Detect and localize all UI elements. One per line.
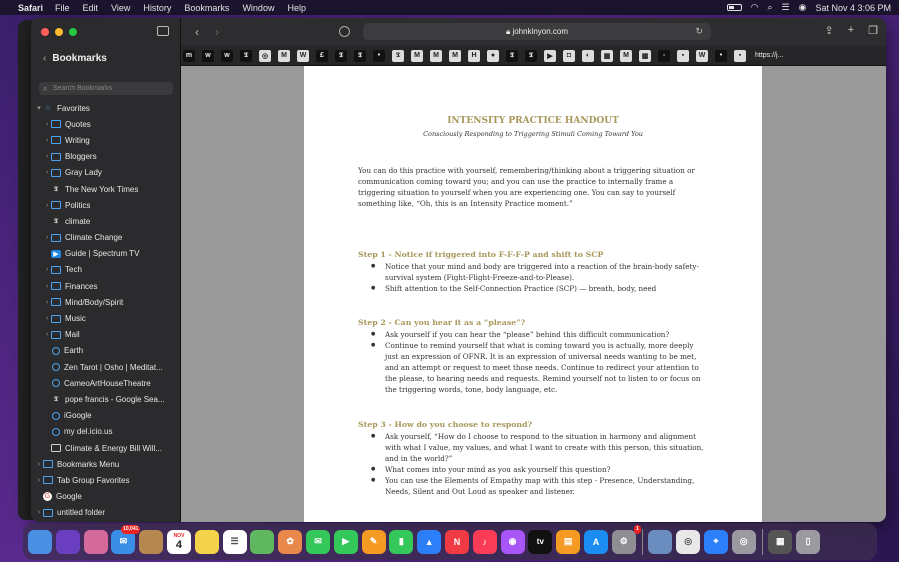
- list-item: ● Continue to remind yourself that what is coming toward you is actually, more deeply just an expression of OFNR. It is an expression of universal needs wanting to be met, and an attempt or request to meet those needs. Continue to redirect your attention to the please, to hearing needs and requests. Remind yourself not to listen to or focus on the triggering words, tone, body language, etc.: [358, 340, 708, 395]
- site-icon[interactable]: £: [316, 50, 328, 62]
- tab-overview-icon[interactable]: ❐: [868, 25, 878, 37]
- bookmark-label: Finances: [65, 281, 98, 291]
- bookmark-label: Writing: [65, 135, 90, 145]
- bookmarks-search-input[interactable]: [39, 82, 173, 95]
- folder-icon: [51, 120, 61, 128]
- control-center-icon[interactable]: ☰: [781, 2, 790, 12]
- bookmark-item[interactable]: [31, 327, 181, 343]
- nyt-icon: 𝕿: [53, 394, 59, 404]
- bookmark-label: Favorites: [57, 103, 90, 113]
- music-icon[interactable]: ♪: [473, 530, 497, 554]
- nyt-icon: 𝕿: [53, 184, 59, 194]
- bookmark-label: The New York Times: [65, 184, 139, 194]
- calendar-icon[interactable]: [167, 530, 191, 554]
- folder-icon: [43, 476, 53, 484]
- bookmark-item[interactable]: [31, 505, 181, 521]
- nyt-icon[interactable]: 𝕿: [335, 50, 347, 62]
- nyt-icon[interactable]: 𝕿: [354, 50, 366, 62]
- document-page: [304, 66, 762, 522]
- reminders-icon[interactable]: ☰: [223, 530, 247, 554]
- disclosure-chevron-icon[interactable]: ›: [37, 460, 41, 468]
- bookmark-item[interactable]: [31, 149, 181, 165]
- messages-icon[interactable]: ✉: [306, 530, 330, 554]
- bookmark-label: my del.icio.us: [64, 427, 113, 437]
- menu-bookmarks[interactable]: Bookmarks: [184, 2, 230, 13]
- bookmark-item[interactable]: [31, 262, 181, 278]
- folder-icon: [51, 331, 61, 339]
- search-icon: ⌕: [43, 84, 48, 93]
- site-icon[interactable]: M: [449, 50, 461, 62]
- sidebar-title: Bookmarks: [52, 53, 107, 64]
- nyt-icon[interactable]: 𝕿: [525, 50, 537, 62]
- globe-icon: [52, 412, 60, 420]
- nyt-icon[interactable]: 𝕿: [240, 50, 252, 62]
- bookmark-label: Bloggers: [65, 152, 97, 162]
- photos-icon[interactable]: ✿: [278, 530, 302, 554]
- list-item: ● Notice that your mind and body are triggered into a reaction of the brain-body safety-survival system (Fight-Flight-Freeze-and-to-Please).: [358, 261, 708, 283]
- list-item: ● You can use the Elements of Empathy map with this step - Presence, Understanding, Needs, Silent and Out Loud as speaker and listener.: [358, 475, 708, 497]
- folder-icon: [51, 136, 61, 144]
- step-2-bullets: [358, 329, 708, 395]
- site-icon[interactable]: ◐: [582, 50, 594, 62]
- bookmark-item[interactable]: [31, 294, 181, 310]
- disclosure-chevron-icon[interactable]: ›: [45, 201, 49, 209]
- sidebar-header: [43, 53, 107, 64]
- bookmark-item[interactable]: [31, 343, 181, 359]
- disclosure-chevron-icon[interactable]: ▾: [37, 105, 41, 113]
- bookmark-label: untitled folder: [57, 508, 106, 518]
- gmail-icon[interactable]: M: [411, 50, 423, 62]
- calendar-month: NOV: [173, 532, 185, 539]
- zoom-window-icon[interactable]: [69, 28, 77, 36]
- bookmarks-list: [31, 100, 181, 521]
- menu-file[interactable]: File: [55, 2, 70, 13]
- folder-icon: [51, 315, 61, 323]
- disclosure-chevron-icon[interactable]: ›: [45, 169, 49, 177]
- disclosure-chevron-icon[interactable]: ›: [45, 282, 49, 290]
- dock: [23, 523, 877, 560]
- bookmark-item[interactable]: [31, 359, 181, 375]
- bookmark-label: Earth: [64, 346, 84, 356]
- bookmark-label: Zen Tarot | Osho | Meditat...: [64, 362, 163, 372]
- contacts-icon[interactable]: [139, 530, 163, 554]
- bookmark-item[interactable]: [31, 100, 181, 116]
- site-icon[interactable]: H: [468, 50, 480, 62]
- back-button-icon[interactable]: ‹: [195, 25, 199, 39]
- folder-icon: [51, 266, 61, 274]
- trash-icon[interactable]: ▯: [796, 530, 820, 554]
- site-icon[interactable]: ▦: [601, 50, 613, 62]
- bookmark-item[interactable]: [31, 456, 181, 472]
- bookmark-label: Climate & Energy Bill Will...: [65, 443, 162, 453]
- bookmark-label: Guide | Spectrum TV: [65, 249, 140, 259]
- bookmark-item[interactable]: [31, 424, 181, 440]
- books-icon[interactable]: ▤: [556, 530, 580, 554]
- star-icon: ☆: [44, 105, 52, 113]
- bookmark-label: Gray Lady: [65, 168, 102, 178]
- disclosure-chevron-icon[interactable]: ›: [45, 153, 49, 161]
- wp-icon[interactable]: w: [202, 50, 214, 62]
- bookmark-label: Quotes: [65, 119, 91, 129]
- spectrum-icon: ▶: [51, 250, 61, 258]
- bookmark-item[interactable]: [31, 181, 181, 197]
- disclosure-chevron-icon[interactable]: ›: [45, 298, 49, 306]
- bookmark-label: pope francis - Google Sea...: [65, 394, 165, 404]
- safari-window: [31, 18, 886, 522]
- site-icon[interactable]: ◘: [563, 50, 575, 62]
- bookmark-item[interactable]: [31, 230, 181, 246]
- globe-icon: [52, 363, 60, 371]
- bookmark-label: Tech: [65, 265, 82, 275]
- list-item: ● What comes into your mind as you ask yourself this question?: [358, 464, 708, 475]
- globe-icon: [52, 379, 60, 387]
- list-item: ● Ask yourself if you can hear the “please” behind this difficult communication?: [358, 329, 708, 340]
- battery-icon[interactable]: [727, 4, 742, 11]
- disclosure-chevron-icon[interactable]: ›: [45, 266, 49, 274]
- disclosure-chevron-icon[interactable]: ›: [45, 234, 49, 242]
- bookmark-item[interactable]: [31, 165, 181, 181]
- menu-history[interactable]: History: [143, 2, 172, 13]
- address-bar[interactable]: [363, 23, 711, 40]
- bookmark-item[interactable]: [31, 197, 181, 213]
- step-3-heading: Step 3 - How do you choose to respond?: [358, 420, 533, 429]
- notification-badge: 1: [635, 525, 639, 532]
- site-icon[interactable]: •: [715, 50, 727, 62]
- finder-icon[interactable]: [28, 530, 52, 554]
- medium-icon[interactable]: m: [183, 50, 195, 62]
- address-text: johnkinyon.com: [512, 27, 569, 36]
- disclosure-chevron-icon[interactable]: ›: [45, 136, 49, 144]
- bookmark-item[interactable]: [31, 310, 181, 326]
- pages-icon[interactable]: ✎: [362, 530, 386, 554]
- site-icon[interactable]: ▦: [639, 50, 651, 62]
- folder-icon: [51, 234, 61, 242]
- menu-view[interactable]: View: [111, 2, 131, 13]
- wordpress-icon[interactable]: W: [696, 50, 708, 62]
- disclosure-chevron-icon[interactable]: ›: [45, 120, 49, 128]
- bookmark-label: CameoArtHouseTheatre: [64, 378, 151, 388]
- list-item: ● Ask yourself, “How do I choose to respond to the situation in harmony and alignment with what I value, my values, and what I want to create with this person, this situation, and in the world?”: [358, 431, 708, 464]
- facetime-icon[interactable]: ▶: [334, 530, 358, 554]
- privacy-shield-icon[interactable]: [339, 26, 350, 37]
- menu-edit[interactable]: Edit: [82, 2, 99, 13]
- sidebar-toggle-icon[interactable]: [157, 26, 169, 36]
- siri-icon[interactable]: [56, 530, 80, 554]
- site-icon[interactable]: ●: [487, 50, 499, 62]
- bookmark-label: Mail: [65, 330, 80, 340]
- wp-icon[interactable]: w: [221, 50, 233, 62]
- nyt-icon[interactable]: 𝕿: [392, 50, 404, 62]
- gmail-icon[interactable]: M: [430, 50, 442, 62]
- bookmark-label: Climate Change: [65, 233, 123, 243]
- menu-help[interactable]: Help: [287, 2, 306, 13]
- back-chevron-icon[interactable]: ‹: [43, 53, 47, 64]
- site-icon[interactable]: M: [278, 50, 290, 62]
- folder-icon: [43, 460, 53, 468]
- downloads-icon[interactable]: ▦: [768, 530, 792, 554]
- folder-icon: [51, 201, 61, 209]
- folder-icon: [43, 509, 53, 517]
- folder-icon: [51, 169, 61, 177]
- apple-tv-icon[interactable]: [528, 530, 552, 554]
- disclosure-chevron-icon[interactable]: ›: [37, 476, 41, 484]
- new-tab-icon[interactable]: +: [847, 24, 855, 36]
- disclosure-chevron-icon[interactable]: ›: [37, 509, 41, 517]
- menu-bar: [0, 0, 899, 15]
- window-controls: [41, 28, 77, 36]
- siri-icon[interactable]: ◉: [798, 2, 807, 12]
- menu-window[interactable]: Window: [242, 2, 275, 13]
- bookmark-item[interactable]: [31, 440, 181, 456]
- bookmark-item[interactable]: [31, 408, 181, 424]
- close-window-icon[interactable]: [41, 28, 49, 36]
- step-2-heading: Step 2 - Can you hear it as a “please”?: [358, 318, 526, 327]
- camera-icon[interactable]: ◎: [732, 530, 756, 554]
- minimize-window-icon[interactable]: [55, 28, 63, 36]
- numbers-icon[interactable]: ▮: [389, 530, 413, 554]
- globe-icon: [52, 347, 60, 355]
- wifi-icon[interactable]: ◠: [750, 2, 759, 12]
- app-store-icon[interactable]: A: [584, 530, 608, 554]
- keynote-icon[interactable]: ▲: [417, 530, 441, 554]
- intro-paragraph: You can do this practice with yourself, remembering/thinking about a triggering situation or communication coming toward you; and you can use the practice to internally frame a triggering situation to yourself when you are experiencing one. You can say to yourself something like, “Oh, this is an Intensity Practice moment.”: [358, 166, 695, 208]
- bookmark-label: Bookmarks Menu: [57, 459, 120, 469]
- step-1-bullets: [358, 261, 708, 294]
- dock-separator: [762, 529, 763, 555]
- site-icon[interactable]: ◎: [259, 50, 271, 62]
- reload-icon[interactable]: ↻: [695, 26, 703, 36]
- bookmark-item[interactable]: [31, 472, 181, 488]
- lock-icon: 🔒︎: [505, 27, 511, 36]
- favorite-link-label[interactable]: https://j...: [755, 52, 784, 59]
- chrome-icon[interactable]: ◎: [676, 530, 700, 554]
- menu-app-name[interactable]: Safari: [18, 2, 44, 13]
- site-icon[interactable]: ▪: [734, 50, 746, 62]
- bookmark-item[interactable]: [31, 116, 181, 132]
- maps-icon[interactable]: [250, 530, 274, 554]
- forward-button-icon[interactable]: ›: [215, 25, 219, 39]
- bill-icon: [51, 444, 61, 452]
- folder-icon: [51, 298, 61, 306]
- disclosure-chevron-icon[interactable]: ›: [45, 331, 49, 339]
- wikipedia-icon[interactable]: W: [297, 50, 309, 62]
- toolbar-actions: [824, 24, 878, 37]
- bookmark-item[interactable]: [31, 489, 181, 505]
- bookmark-item[interactable]: [31, 246, 181, 262]
- nyt-icon[interactable]: 𝕿: [506, 50, 518, 62]
- document-title: INTENSITY PRACTICE HANDOUT: [447, 116, 619, 126]
- bookmark-label: Music: [65, 314, 86, 324]
- google-icon: G: [44, 493, 51, 501]
- document-subtitle: Consciously Responding to Triggering Stimuli Coming Toward You: [423, 130, 643, 138]
- site-icon[interactable]: ▶: [544, 50, 556, 62]
- notification-badge: 10,041: [123, 525, 139, 532]
- site-icon[interactable]: M: [620, 50, 632, 62]
- bookmark-label: climate: [65, 216, 91, 226]
- safari-icon[interactable]: ⌖: [704, 530, 728, 554]
- folder-icon: [51, 282, 61, 290]
- notes-icon[interactable]: [195, 530, 219, 554]
- bookmark-label: Politics: [65, 200, 91, 210]
- bookmark-label: iGoogle: [64, 411, 92, 421]
- bookmarks-sidebar: [31, 18, 181, 522]
- bookmark-item[interactable]: [31, 132, 181, 148]
- bookmark-label: Tab Group Favorites: [57, 475, 130, 485]
- site-icon[interactable]: ◦: [658, 50, 670, 62]
- mail-icon[interactable]: ✉ 10,041: [111, 530, 135, 554]
- launchpad-icon[interactable]: [84, 530, 108, 554]
- web-content: [181, 66, 886, 522]
- bookmark-item[interactable]: [31, 278, 181, 294]
- menu-clock[interactable]: Sat Nov 4 3:06 PM: [815, 2, 891, 13]
- bookmark-label: Mind/Body/Spirit: [65, 297, 124, 307]
- bookmark-item[interactable]: [31, 391, 181, 407]
- globe-icon: [52, 428, 60, 436]
- nyt-icon: 𝕿: [53, 216, 59, 226]
- search-placeholder: Search Bookmarks: [53, 85, 113, 92]
- bookmark-label: Google: [56, 492, 82, 502]
- podcasts-icon[interactable]: ◉: [501, 530, 525, 554]
- dock-separator: [642, 529, 643, 555]
- step-1-heading: Step 1 - Notice if triggered into F-F-F-P and shift to SCP: [358, 250, 604, 259]
- apple-tv-label: tv: [536, 537, 544, 546]
- share-icon[interactable]: ⇪: [824, 25, 834, 37]
- favorites-bar: [181, 46, 886, 66]
- calendar-day: 4: [175, 538, 183, 551]
- system-settings-icon[interactable]: ⚙ 1: [612, 530, 636, 554]
- news-icon[interactable]: N: [445, 530, 469, 554]
- step-3-bullets: [358, 431, 708, 497]
- folder-icon: [51, 153, 61, 161]
- preview-icon[interactable]: [648, 530, 672, 554]
- list-item: ● Shift attention to the Self-Connection Practice (SCP) — breath, body, need: [358, 283, 708, 294]
- spotlight-icon[interactable]: ⌕: [767, 2, 773, 12]
- site-icon[interactable]: •: [373, 50, 385, 62]
- bookmark-item[interactable]: [31, 375, 181, 391]
- bookmark-item[interactable]: [31, 213, 181, 229]
- disclosure-chevron-icon[interactable]: ›: [45, 315, 49, 323]
- browser-toolbar: [181, 18, 886, 46]
- site-icon[interactable]: ▪: [677, 50, 689, 62]
